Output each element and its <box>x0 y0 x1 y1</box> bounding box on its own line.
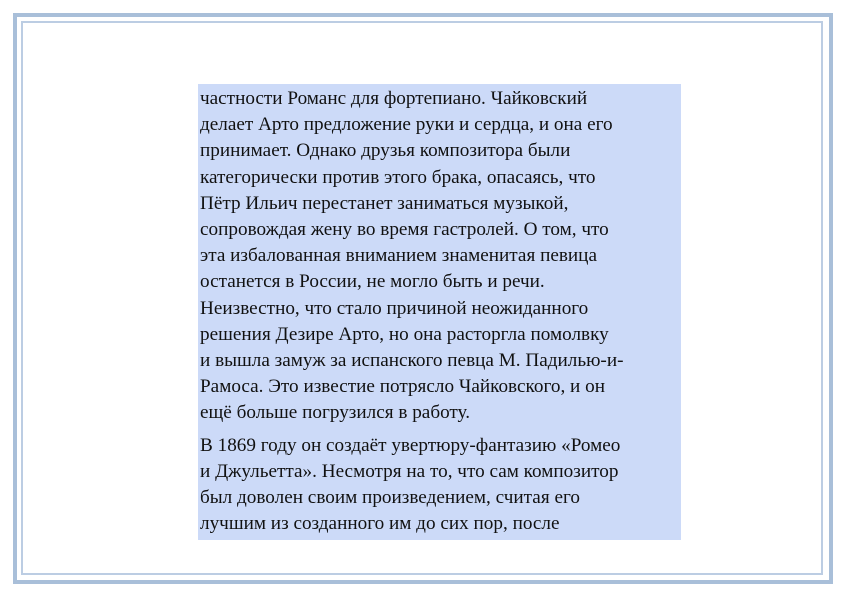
text-line: принимает. Однако друзья композитора были <box>200 140 571 162</box>
text-line: делает Арто предложение руки и сердца, и она его <box>200 114 613 136</box>
text-line: эта избалованная вниманием знаменитая певица <box>200 245 597 267</box>
text-line: Пётр Ильич перестанет заниматься музыкой, <box>200 192 569 214</box>
text-line: лучшим из созданного им до сих пор, после <box>200 513 560 535</box>
text-line: сопровождая жену во время гастролей. О том, что <box>200 219 609 241</box>
text-box <box>198 84 681 540</box>
text-line: частности Романс для фортепиано. Чайковский <box>200 88 588 109</box>
text-line: В 1869 году он создаёт увертюру-фантазию «Ромео <box>200 434 621 456</box>
text-line: и Джульетта». Несмотря на то, что сам композитор <box>200 460 619 482</box>
text-line: был доволен своим произведением, считая его <box>200 487 580 509</box>
text-line: категорически против этого брака, опасаясь, что <box>200 166 596 188</box>
text-line: останется в России, не могло быть и речи. <box>200 271 545 293</box>
paragraph-2 <box>200 433 681 538</box>
text-line: ещё больше погрузился в работу. <box>200 402 471 424</box>
text-line: решения Дезире Арто, но она расторгла помолвку <box>200 323 609 345</box>
text-line: и вышла замуж за испанского певца М. Падилью-и- <box>200 350 624 372</box>
text-line: Неизвестно, что стало причиной неожиданного <box>200 297 589 319</box>
text-line: Рамоса. Это известие потрясло Чайковского, и он <box>200 376 605 398</box>
paragraph-1 <box>200 86 681 427</box>
